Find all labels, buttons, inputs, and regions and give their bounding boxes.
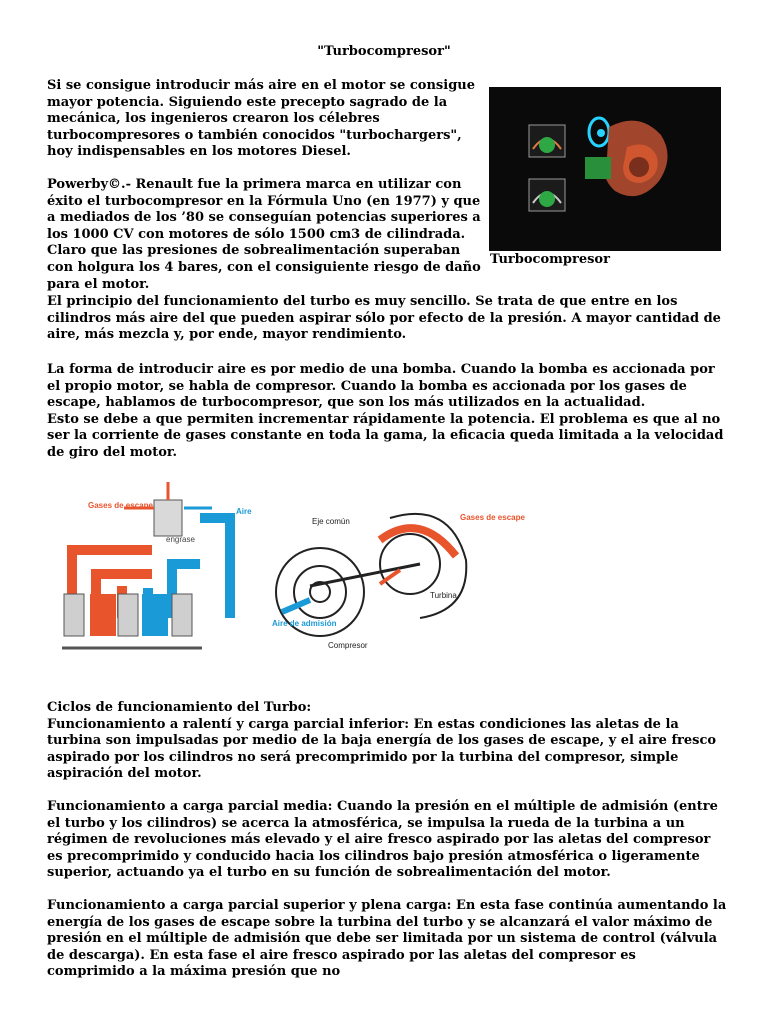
cycle-2-paragraph: Funcionamiento a carga parcial media: Cuando la presión en el múltiple de admisión (entre el turbo y los cilindros) se acerca la atmosférica, se impulsa la rueda de la turbina a un régimen de revoluciones más elevado y el aire fresco aspirado por las aletas del compresor es precomprimido y conducido hacia los cilindros bajo presión atmosférica o ligeramente superior, actuando ya el turbo en su función de sobrealimentación del motor. [47, 798, 718, 881]
principle-section [47, 294, 727, 360]
turbo-cutaway-diagram [270, 500, 525, 660]
document-title: "Turbocompresor" [317, 44, 451, 59]
label-aire-admision: Aire de admisión [272, 619, 337, 628]
label-eje-comun: Eje común [312, 517, 350, 526]
label-aire: Aire [236, 507, 252, 516]
intro-paragraph: Si se consigue introducir más aire en el motor se consigue mayor potencia. Siguiendo este precepto sagrado de la mecánica, los ingenieros crearon los célebres turbocompresores o también conocidos "turbochargers", hoy indispensables en los motores Diesel. [47, 78, 476, 160]
pump-paragraph-1: La forma de introducir aire es por medio de una bomba. Cuando la bomba es accionada por el propio motor, se habla de compresor. Cuando la bomba es accionada por los gases de escape, hablamos de turbocompresor, que son los más utilizados en la actualidad. [47, 362, 715, 411]
cycles-heading: Ciclos de funcionamiento del Turbo: [47, 700, 312, 715]
label-gases-escape-1: Gases de escape [88, 501, 153, 510]
label-gases-escape-2: Gases de escape [460, 513, 525, 522]
pump-section [47, 362, 727, 478]
principle-paragraph: El principio del funcionamiento del turbo es muy sencillo. Se trata de que entre en los cilindros más aire del que pueden aspirar sólo por efecto de la presión. A mayor cantidad de aire, más mezcla y, por ende, mayor rendimiento. [47, 294, 721, 343]
cycles-section [47, 700, 727, 997]
turbo-photo [489, 87, 721, 251]
label-engrase: engrase [166, 535, 195, 544]
intro-column [47, 78, 483, 309]
history-paragraph: Powerby©.- Renault fue la primera marca en utilizar con éxito el turbocompresor en la Fórmula Uno (en 1977) y que a mediados de los ’80 se conseguían potencias superiores a los 1000 CV con motores de sólo 1500 cm3 de cilindrada. Claro que las presiones de sobrealimentación superaban con holgura los 4 bares, con el consiguiente riesgo de daño para el motor. [47, 176, 481, 292]
engine-turbo-diagram [62, 478, 262, 668]
cycle-1-paragraph: Funcionamiento a ralentí y carga parcial inferior: En estas condiciones las aletas de la turbina son impulsadas por medio de la baja energía de los gases de escape, y el aire fresco aspirado por los cilindros no será precomprimido por la turbina del compresor, simple aspiración del motor. [47, 716, 717, 782]
label-turbina: Turbina [430, 591, 457, 600]
photo-caption: Turbocompresor [490, 252, 610, 267]
label-compresor: Compresor [328, 641, 368, 650]
pump-paragraph-2: Esto se debe a que permiten incrementar rápidamente la potencia. El problema es que al no ser la corriente de gases constante en toda la gama, la eficacia queda limitada a la velocidad de giro del motor. [47, 411, 724, 460]
cycle-3-paragraph: Funcionamiento a carga parcial superior y plena carga: En esta fase continúa aumentando la energía de los gases de escape sobre la turbina del turbo y se alcanzará el valor máximo de presión en el múltiple de admisión que debe ser limitada por un sistema de control (válvula de descarga). En esta fase el aire fresco aspirado por las aletas del compresor es comprimido a la máxima presión que no [47, 897, 727, 980]
